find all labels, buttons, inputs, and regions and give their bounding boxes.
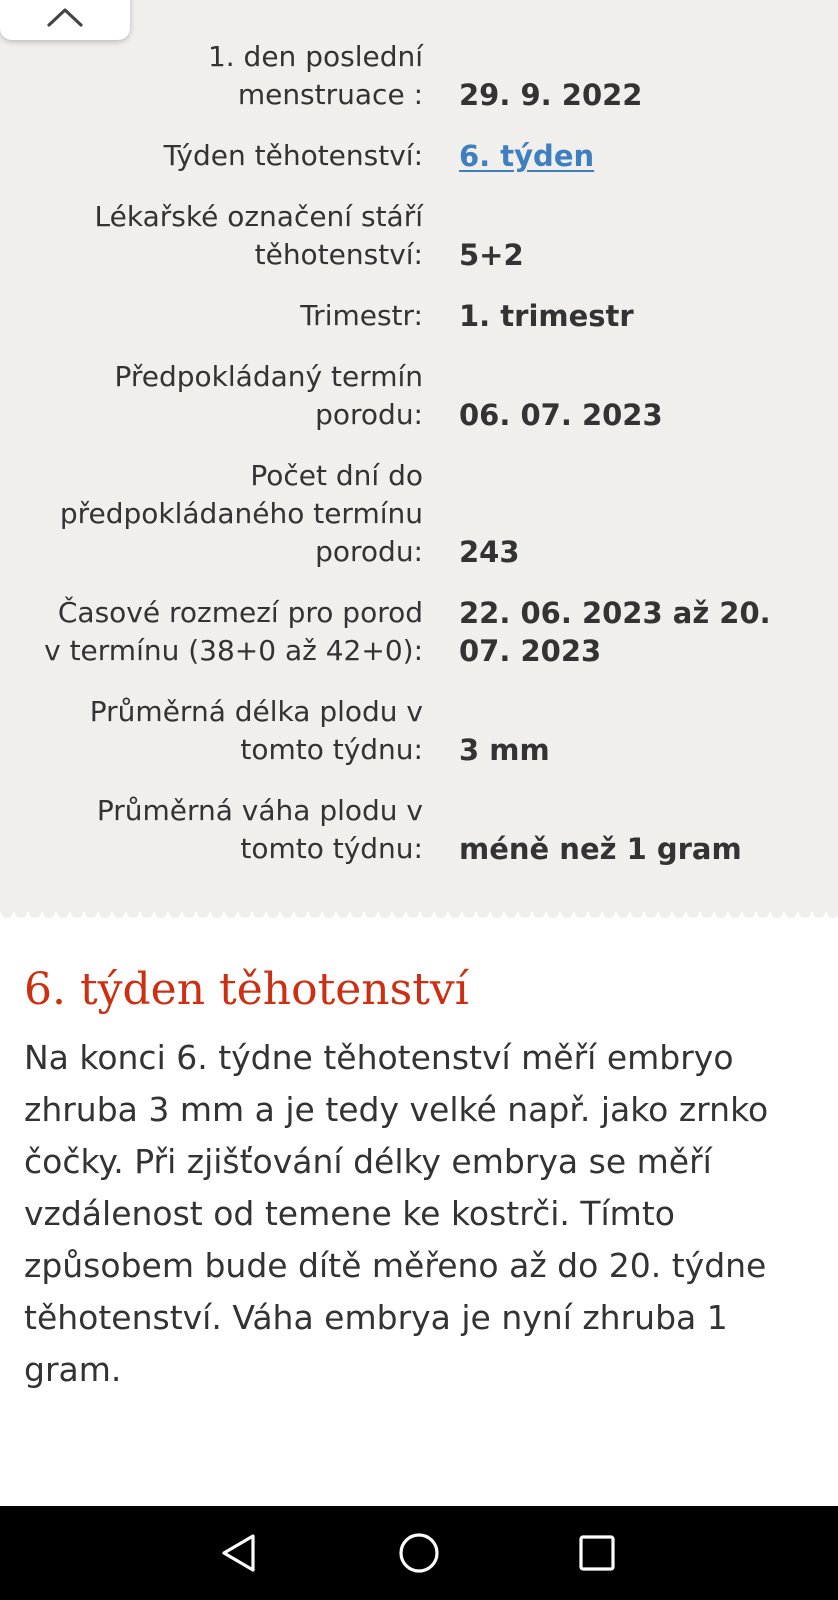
summary-label: Lékařské označení stáří těhotenství: <box>94 200 423 271</box>
summary-value: 5+2 <box>459 238 524 272</box>
zigzag-divider <box>0 912 838 924</box>
summary-row-days-remaining <box>0 457 838 571</box>
summary-row-fetal-length <box>0 693 838 769</box>
summary-row-trimester <box>0 297 838 335</box>
summary-value: 243 <box>459 535 520 569</box>
summary-row-pregnancy-week <box>0 137 838 175</box>
summary-row-birth-range <box>0 594 838 670</box>
summary-row-due-date <box>0 358 838 434</box>
summary-value: méně než 1 gram <box>459 832 742 866</box>
week-article <box>24 962 814 1396</box>
article-body: Na konci 6. týdne těhotenství měří embryo zhruba 3 mm a je tedy velké např. jako zrnko čočky. Při zjišťování délky embrya se měří vzdálenost od temene ke kostrči. Tímto způsobem bude dítě měřeno až do 20. týdne těhotenství. Váha embrya je nyní zhruba 1 gram. <box>24 1038 769 1389</box>
summary-value: 29. 9. 2022 <box>459 78 643 112</box>
summary-value: 3 mm <box>459 733 550 767</box>
summary-rows <box>0 38 838 891</box>
summary-label: Průměrná délka plodu v tomto týdnu: <box>89 695 423 766</box>
summary-row-medical-age <box>0 198 838 274</box>
summary-label: Týden těhotenství: <box>163 139 423 172</box>
system-navigation-bar <box>0 1506 838 1600</box>
article-title: 6. týden těhotenství <box>24 964 469 1015</box>
summary-value: 06. 07. 2023 <box>459 398 663 432</box>
pregnancy-week-link[interactable]: 6. týden <box>459 139 595 173</box>
nav-home-button[interactable] <box>394 1528 444 1578</box>
nav-recent-button[interactable] <box>572 1528 622 1578</box>
summary-label: Časové rozmezí pro porod v termínu (38+0 až 42+0): <box>44 596 423 667</box>
summary-row-last-period <box>0 38 838 114</box>
summary-label: Trimestr: <box>300 299 423 332</box>
nav-back-icon <box>219 1532 259 1574</box>
summary-value: 1. trimestr <box>459 299 634 333</box>
nav-recent-icon <box>577 1533 617 1573</box>
summary-value <box>459 137 819 175</box>
summary-label: Počet dní do předpokládaného termínu porodu: <box>59 459 423 568</box>
summary-row-fetal-weight <box>0 792 838 868</box>
summary-value: 22. 06. 2023 až 20. 07. 2023 <box>459 596 771 668</box>
nav-back-button[interactable] <box>214 1528 264 1578</box>
summary-label: 1. den poslední menstruace : <box>207 40 423 111</box>
collapse-button[interactable] <box>0 0 130 40</box>
summary-label: Průměrná váha plodu v tomto týdnu: <box>96 794 423 865</box>
nav-home-icon <box>397 1531 441 1575</box>
summary-label: Předpokládaný termín porodu: <box>114 360 423 431</box>
chevron-up-icon <box>45 5 85 29</box>
